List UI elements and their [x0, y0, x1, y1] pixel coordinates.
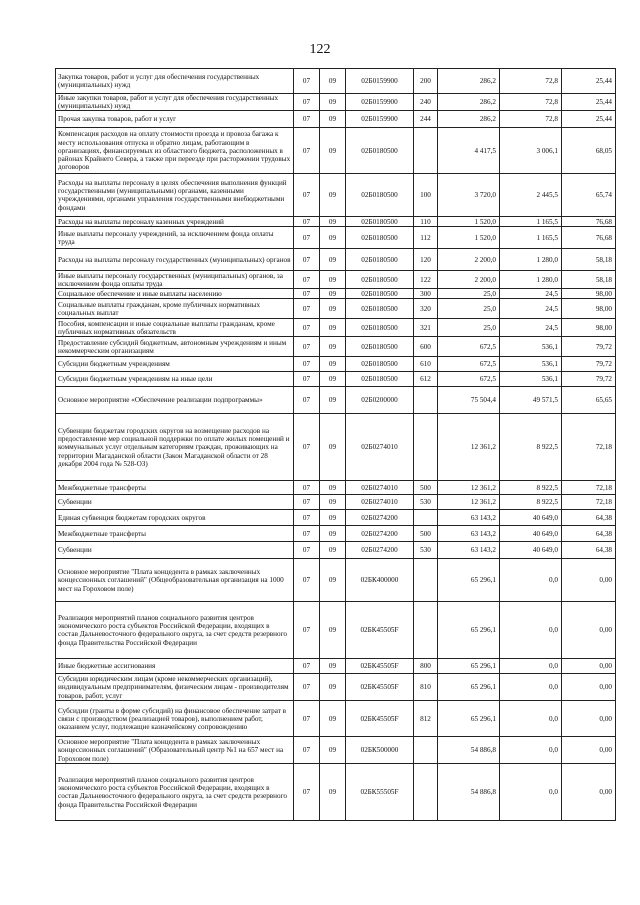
execution-percent: 98,00 — [562, 289, 616, 299]
table-row — [56, 174, 616, 217]
executed-amount: 24,5 — [500, 289, 562, 299]
plan-amount: 25,0 — [438, 299, 500, 319]
expense-type-code: 321 — [414, 319, 438, 337]
execution-percent: 98,00 — [562, 319, 616, 337]
plan-amount: 672,5 — [438, 337, 500, 357]
table-row — [56, 602, 616, 659]
section-code: 07 — [294, 249, 320, 271]
executed-amount: 0,0 — [500, 701, 562, 737]
plan-amount: 65 296,1 — [438, 659, 500, 674]
executed-amount: 536,1 — [500, 372, 562, 387]
target-article-code: 02Б0274010 — [346, 414, 414, 481]
table-row — [56, 495, 616, 510]
section-code: 07 — [294, 659, 320, 674]
target-article-code: 02Б0180500 — [346, 337, 414, 357]
item-name: Расходы на выплаты персоналу в целях обеспечения выполнения функций государственными (муниципальными) органами, казенными учреждениями, органами управления государственными внебюджетными фондами — [56, 174, 294, 217]
target-article-code: 02Б0159900 — [346, 111, 414, 128]
item-name: Субсидии бюджетным учреждениям — [56, 357, 294, 372]
target-article-code: 02БК400000 — [346, 559, 414, 602]
execution-percent: 0,00 — [562, 701, 616, 737]
subsection-code: 09 — [320, 526, 346, 542]
section-code: 07 — [294, 674, 320, 701]
section-code: 07 — [294, 602, 320, 659]
plan-amount: 2 200,0 — [438, 271, 500, 289]
section-code: 07 — [294, 174, 320, 217]
execution-percent: 79,72 — [562, 357, 616, 372]
target-article-code: 02Б0180500 — [346, 227, 414, 249]
executed-amount: 0,0 — [500, 764, 562, 821]
execution-percent: 72,18 — [562, 414, 616, 481]
table-row — [56, 271, 616, 289]
execution-percent: 98,00 — [562, 299, 616, 319]
item-name: Социальные выплаты гражданам, кроме публичных нормативных социальных выплат — [56, 299, 294, 319]
executed-amount: 2 445,5 — [500, 174, 562, 217]
table-row — [56, 674, 616, 701]
plan-amount: 12 361,2 — [438, 414, 500, 481]
section-code: 07 — [294, 217, 320, 227]
subsection-code: 09 — [320, 128, 346, 174]
plan-amount: 286,2 — [438, 69, 500, 94]
execution-percent: 76,68 — [562, 217, 616, 227]
expense-type-code: 500 — [414, 526, 438, 542]
item-name: Иные бюджетные ассигнования — [56, 659, 294, 674]
expense-type-code: 800 — [414, 659, 438, 674]
target-article-code: 02Б0180500 — [346, 357, 414, 372]
item-name: Субвенции — [56, 495, 294, 510]
execution-percent: 0,00 — [562, 737, 616, 764]
plan-amount: 65 296,1 — [438, 674, 500, 701]
item-name: Субсидии бюджетным учреждениям на иные цели — [56, 372, 294, 387]
subsection-code: 09 — [320, 674, 346, 701]
executed-amount: 1 165,5 — [500, 217, 562, 227]
expense-type-code: 530 — [414, 495, 438, 510]
executed-amount: 72,8 — [500, 94, 562, 111]
table-row — [56, 319, 616, 337]
section-code: 07 — [294, 271, 320, 289]
execution-percent: 65,65 — [562, 387, 616, 414]
target-article-code: 02Б0274200 — [346, 510, 414, 526]
executed-amount: 40 649,0 — [500, 542, 562, 559]
executed-amount: 1 165,5 — [500, 227, 562, 249]
executed-amount: 40 649,0 — [500, 526, 562, 542]
executed-amount: 0,0 — [500, 674, 562, 701]
executed-amount: 40 649,0 — [500, 510, 562, 526]
table-row — [56, 701, 616, 737]
subsection-code: 09 — [320, 737, 346, 764]
execution-percent: 68,05 — [562, 128, 616, 174]
table-row — [56, 94, 616, 111]
executed-amount: 72,8 — [500, 111, 562, 128]
table-row — [56, 526, 616, 542]
subsection-code: 09 — [320, 249, 346, 271]
section-code: 07 — [294, 337, 320, 357]
expense-type-code: 612 — [414, 372, 438, 387]
plan-amount: 63 143,2 — [438, 542, 500, 559]
table-row — [56, 217, 616, 227]
expense-type-code: 610 — [414, 357, 438, 372]
expense-type-code — [414, 128, 438, 174]
target-article-code: 02Б0200000 — [346, 387, 414, 414]
target-article-code: 02БК55505F — [346, 764, 414, 821]
plan-amount: 12 361,2 — [438, 481, 500, 495]
item-name: Межбюджетные трансферты — [56, 481, 294, 495]
plan-amount: 3 720,0 — [438, 174, 500, 217]
item-name: Субсидии юридическим лицам (кроме некоммерческих организаций), индивидуальным предпринимателям, физическим лицам - производителям товаров, работ, услуг — [56, 674, 294, 701]
table-body — [56, 69, 616, 821]
target-article-code: 02Б0159900 — [346, 69, 414, 94]
subsection-code: 09 — [320, 217, 346, 227]
expense-type-code — [414, 602, 438, 659]
execution-percent: 0,00 — [562, 559, 616, 602]
subsection-code: 09 — [320, 111, 346, 128]
target-article-code: 02Б0180500 — [346, 249, 414, 271]
table-row — [56, 128, 616, 174]
expense-type-code — [414, 510, 438, 526]
executed-amount: 0,0 — [500, 602, 562, 659]
target-article-code: 02БК45505F — [346, 674, 414, 701]
item-name: Межбюджетные трансферты — [56, 526, 294, 542]
executed-amount: 1 280,0 — [500, 249, 562, 271]
item-name: Социальное обеспечение и иные выплаты населению — [56, 289, 294, 299]
execution-percent: 25,44 — [562, 69, 616, 94]
section-code: 07 — [294, 737, 320, 764]
execution-percent: 72,18 — [562, 481, 616, 495]
section-code: 07 — [294, 69, 320, 94]
target-article-code: 02БК500000 — [346, 737, 414, 764]
execution-percent: 65,74 — [562, 174, 616, 217]
plan-amount: 63 143,2 — [438, 510, 500, 526]
target-article-code: 02БК45505F — [346, 602, 414, 659]
section-code: 07 — [294, 526, 320, 542]
target-article-code: 02Б0180500 — [346, 128, 414, 174]
item-name: Предоставление субсидий бюджетным, автономным учреждениям и иным некоммерческим организациям — [56, 337, 294, 357]
plan-amount: 65 296,1 — [438, 559, 500, 602]
execution-percent: 58,18 — [562, 249, 616, 271]
target-article-code: 02БК45505F — [346, 701, 414, 737]
plan-amount: 75 504,4 — [438, 387, 500, 414]
target-article-code: 02Б0180500 — [346, 289, 414, 299]
item-name: Субвенции бюджетам городских округов на возмещение расходов на предоставление мер социальной поддержки по оплате жилых помещений и коммунальных услуг отдельным категориям граждан, проживающих на территории Магаданской области (Закон Магаданской области от 28 декабря 2004 года № 528-ОЗ) — [56, 414, 294, 481]
execution-percent: 72,18 — [562, 495, 616, 510]
target-article-code: 02Б0180500 — [346, 299, 414, 319]
item-name: Основное мероприятие "Плата концедента в рамках заключенных концессионных соглашений" (Образовательный центр №1 на 657 мест на Гороховом поле) — [56, 737, 294, 764]
executed-amount: 8 922,5 — [500, 481, 562, 495]
item-name: Субвенции — [56, 542, 294, 559]
target-article-code: 02Б0180500 — [346, 217, 414, 227]
subsection-code: 09 — [320, 289, 346, 299]
subsection-code: 09 — [320, 602, 346, 659]
target-article-code: 02БК45505F — [346, 659, 414, 674]
item-name: Прочая закупка товаров, работ и услуг — [56, 111, 294, 128]
execution-percent: 76,68 — [562, 227, 616, 249]
plan-amount: 2 200,0 — [438, 249, 500, 271]
executed-amount: 8 922,5 — [500, 495, 562, 510]
table-row — [56, 372, 616, 387]
execution-percent: 0,00 — [562, 659, 616, 674]
section-code: 07 — [294, 111, 320, 128]
expense-type-code — [414, 764, 438, 821]
section-code: 07 — [294, 299, 320, 319]
item-name: Реализация мероприятий планов социального развития центров экономического роста субъектов Российской Федерации, входящих в состав Дальневосточного федерального округа, за счет средств резервного фонда Правительства Российской Федерации — [56, 602, 294, 659]
execution-percent: 0,00 — [562, 764, 616, 821]
executed-amount: 8 922,5 — [500, 414, 562, 481]
executed-amount: 24,5 — [500, 319, 562, 337]
table-row — [56, 510, 616, 526]
expense-type-code: 100 — [414, 174, 438, 217]
item-name: Основное мероприятие «Обеспечение реализации подпрограммы» — [56, 387, 294, 414]
expense-type-code: 810 — [414, 674, 438, 701]
table-row — [56, 357, 616, 372]
section-code: 07 — [294, 289, 320, 299]
table-row — [56, 249, 616, 271]
section-code: 07 — [294, 319, 320, 337]
section-code: 07 — [294, 94, 320, 111]
executed-amount: 0,0 — [500, 659, 562, 674]
execution-percent: 79,72 — [562, 337, 616, 357]
expense-type-code: 122 — [414, 271, 438, 289]
subsection-code: 09 — [320, 481, 346, 495]
table-row — [56, 542, 616, 559]
table-row — [56, 659, 616, 674]
subsection-code: 09 — [320, 227, 346, 249]
execution-percent: 64,38 — [562, 542, 616, 559]
subsection-code: 09 — [320, 387, 346, 414]
table-row — [56, 559, 616, 602]
expense-type-code — [414, 559, 438, 602]
execution-percent: 79,72 — [562, 372, 616, 387]
target-article-code: 02Б0159900 — [346, 94, 414, 111]
table-row — [56, 299, 616, 319]
expense-type-code: 112 — [414, 227, 438, 249]
executed-amount: 536,1 — [500, 357, 562, 372]
subsection-code: 09 — [320, 299, 346, 319]
expense-type-code: 320 — [414, 299, 438, 319]
item-name: Компенсация расходов на оплату стоимости проезда и провоза багажа к месту использования отпуска и обратно лицам, работающим в организациях, финансируемых из областного бюджета, расположенных в районах Крайнего Севера, а также при переезде при расторжении трудовых договоров — [56, 128, 294, 174]
subsection-code: 09 — [320, 174, 346, 217]
executed-amount: 72,8 — [500, 69, 562, 94]
plan-amount: 286,2 — [438, 111, 500, 128]
subsection-code: 09 — [320, 357, 346, 372]
subsection-code: 09 — [320, 701, 346, 737]
executed-amount: 49 571,5 — [500, 387, 562, 414]
section-code: 07 — [294, 227, 320, 249]
plan-amount: 25,0 — [438, 319, 500, 337]
expense-type-code: 600 — [414, 337, 438, 357]
table-row — [56, 764, 616, 821]
table-row — [56, 481, 616, 495]
subsection-code: 09 — [320, 414, 346, 481]
target-article-code: 02Б0180500 — [346, 372, 414, 387]
table-row — [56, 387, 616, 414]
target-article-code: 02Б0274010 — [346, 481, 414, 495]
expense-type-code: 120 — [414, 249, 438, 271]
item-name: Реализация мероприятий планов социального развития центров экономического роста субъектов Российской Федерации, входящих в состав Дальневосточного федерального округа, за счет средств резервного фонда Правительства Российской Федерации — [56, 764, 294, 821]
plan-amount: 63 143,2 — [438, 526, 500, 542]
executed-amount: 0,0 — [500, 737, 562, 764]
target-article-code: 02Б0274200 — [346, 542, 414, 559]
section-code: 07 — [294, 357, 320, 372]
executed-amount: 3 006,1 — [500, 128, 562, 174]
expense-type-code: 110 — [414, 217, 438, 227]
item-name: Основное мероприятие "Плата концедента в рамках заключенных концессионных соглашений" (Общеобразовательная организация на 1000 мест на Гороховом поле) — [56, 559, 294, 602]
budget-table — [55, 68, 616, 821]
subsection-code: 09 — [320, 319, 346, 337]
subsection-code: 09 — [320, 372, 346, 387]
subsection-code: 09 — [320, 495, 346, 510]
table-row — [56, 337, 616, 357]
expense-type-code — [414, 414, 438, 481]
executed-amount: 1 280,0 — [500, 271, 562, 289]
item-name: Закупка товаров, работ и услуг для обеспечения государственных (муниципальных) нужд — [56, 69, 294, 94]
section-code: 07 — [294, 764, 320, 821]
target-article-code: 02Б0180500 — [346, 174, 414, 217]
table-row — [56, 289, 616, 299]
item-name: Расходы на выплаты персоналу государственных (муниципальных) органов — [56, 249, 294, 271]
section-code: 07 — [294, 387, 320, 414]
subsection-code: 09 — [320, 510, 346, 526]
item-name: Иные закупки товаров, работ и услуг для обеспечения государственных (муниципальных) нужд — [56, 94, 294, 111]
execution-percent: 64,38 — [562, 510, 616, 526]
subsection-code: 09 — [320, 69, 346, 94]
plan-amount: 65 296,1 — [438, 602, 500, 659]
item-name: Единая субвенция бюджетам городских округов — [56, 510, 294, 526]
item-name: Пособия, компенсации и иные социальные выплаты гражданам, кроме публичных нормативных обязательств — [56, 319, 294, 337]
section-code: 07 — [294, 414, 320, 481]
execution-percent: 0,00 — [562, 674, 616, 701]
target-article-code: 02Б0180500 — [346, 319, 414, 337]
section-code: 07 — [294, 128, 320, 174]
expense-type-code — [414, 387, 438, 414]
section-code: 07 — [294, 701, 320, 737]
subsection-code: 09 — [320, 559, 346, 602]
table-row — [56, 227, 616, 249]
expense-type-code — [414, 737, 438, 764]
table-row — [56, 737, 616, 764]
execution-percent: 64,38 — [562, 526, 616, 542]
subsection-code: 09 — [320, 94, 346, 111]
subsection-code: 09 — [320, 764, 346, 821]
target-article-code: 02Б0274200 — [346, 526, 414, 542]
subsection-code: 09 — [320, 337, 346, 357]
plan-amount: 54 886,8 — [438, 764, 500, 821]
item-name: Иные выплаты персоналу учреждений, за исключением фонда оплаты труда — [56, 227, 294, 249]
expense-type-code: 244 — [414, 111, 438, 128]
target-article-code: 02Б0274010 — [346, 495, 414, 510]
expense-type-code: 530 — [414, 542, 438, 559]
expense-type-code: 300 — [414, 289, 438, 299]
plan-amount: 1 520,0 — [438, 217, 500, 227]
executed-amount: 0,0 — [500, 559, 562, 602]
expense-type-code: 240 — [414, 94, 438, 111]
execution-percent: 25,44 — [562, 94, 616, 111]
section-code: 07 — [294, 495, 320, 510]
plan-amount: 12 361,2 — [438, 495, 500, 510]
table-row — [56, 414, 616, 481]
subsection-code: 09 — [320, 271, 346, 289]
section-code: 07 — [294, 542, 320, 559]
execution-percent: 0,00 — [562, 602, 616, 659]
item-name: Субсидии (гранты в форме субсидий) на финансовое обеспечение затрат в связи с производством (реализацией товаров), выполнением работ, оказанием услуг, подлежащие казначейскому сопровождению — [56, 701, 294, 737]
executed-amount: 24,5 — [500, 299, 562, 319]
page-number: 122 — [309, 42, 331, 57]
plan-amount: 672,5 — [438, 357, 500, 372]
plan-amount: 286,2 — [438, 94, 500, 111]
plan-amount: 65 296,1 — [438, 701, 500, 737]
expense-type-code: 200 — [414, 69, 438, 94]
plan-amount: 25,0 — [438, 289, 500, 299]
executed-amount: 536,1 — [500, 337, 562, 357]
expense-type-code: 812 — [414, 701, 438, 737]
plan-amount: 672,5 — [438, 372, 500, 387]
plan-amount: 54 886,8 — [438, 737, 500, 764]
table-row — [56, 69, 616, 94]
execution-percent: 58,18 — [562, 271, 616, 289]
section-code: 07 — [294, 481, 320, 495]
section-code: 07 — [294, 559, 320, 602]
section-code: 07 — [294, 372, 320, 387]
section-code: 07 — [294, 510, 320, 526]
plan-amount: 1 520,0 — [438, 227, 500, 249]
target-article-code: 02Б0180500 — [346, 271, 414, 289]
execution-percent: 25,44 — [562, 111, 616, 128]
item-name: Расходы на выплаты персоналу казенных учреждений — [56, 217, 294, 227]
table-row — [56, 111, 616, 128]
plan-amount: 4 417,5 — [438, 128, 500, 174]
expense-type-code: 500 — [414, 481, 438, 495]
subsection-code: 09 — [320, 542, 346, 559]
subsection-code: 09 — [320, 659, 346, 674]
item-name: Иные выплаты персоналу государственных (муниципальных) органов, за исключением фонда оплаты труда — [56, 271, 294, 289]
